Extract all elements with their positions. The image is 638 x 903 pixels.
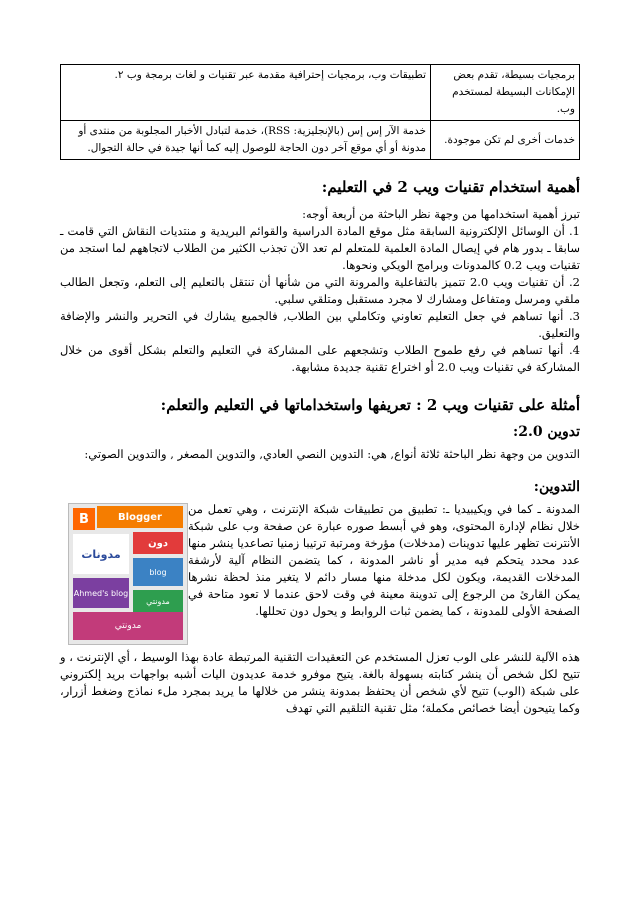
importance-item: 1. أن الوسائل الإلكترونية السابقة مثل موقع المادة الدراسية والقوائم البريدية و منتديات النقاش التي قامت ـ سابقا ـ بدور هام في إيصال المادة العلمية للمتعلم لم تعد الآن تجذب الكثير من الطلاب لاتجاههم لما استجد من تقنيات ويب 0.2 كالمدونات وبرامج الويكي ونحوها. — [60, 224, 580, 272]
blogger-icon: B — [73, 508, 95, 530]
importance-intro: تبرز أهمية استخدامها من وجهة نظر الباحثة من أربعة أوجه: — [302, 207, 580, 221]
table-row — [61, 65, 580, 121]
blog-logos-collage-image — [68, 503, 188, 645]
importance-item: 2. أن تقنيات ويب 2.0 تتميز بالتفاعلية والمرونة التي من شأنها أن تنتقل بالتعليم إلى التعلم، وتجعل الطالب ملقي ومرسل ومتفاعل ومشارك لا مجرد مستقبل ومتلقي سلبي. — [60, 275, 580, 306]
blogging-heading: التدوين: — [533, 479, 580, 495]
my-blog-tile: مدونتي — [133, 590, 183, 612]
my-blog-banner: مدونتي — [73, 612, 183, 640]
blogger-logo: Blogger — [97, 506, 183, 528]
blogging-20-heading: تدوين 2.0: — [513, 424, 580, 440]
mudawwanat-logo: مدونات — [73, 534, 129, 574]
importance-heading: أهمية استخدام تقنيات ويب 2 في التعليم: — [321, 178, 580, 196]
table-cell: خدمة الآر إس إس (بالإنجليزية: RSS)، خدمة لتبادل الأخبار المجلوبة من منتدى أو مدونة أو أي موقع آخر دون الحاجة للوصول إليه كما أنها جيدة في حالة التجوال. — [61, 121, 431, 160]
dawwin-logo: دون — [133, 532, 183, 554]
table-row — [61, 121, 580, 160]
importance-item: 3. أنها تساهم في جعل التعليم تعاوني وتكاملي بين الطلاب, فالجميع يشارك في التحرير والنشر والإضافة والتعليق. — [60, 309, 580, 340]
table-cell: برمجيات بسيطة، تقدم بعض الإمكانات البسيطة لمستخدم وب. — [431, 65, 580, 121]
document-page — [60, 64, 580, 717]
blog-definition-paragraph: المدونة ـ كما في ويكيبيديا ـ: تطبيق من تطبيقات شبكة الإنترنت ، وهي تعمل من خلال نظام لإدارة المحتوى، وهو في أبسط صوره عبارة عن صفحة وب على شبكة الأنترنت تظهر عليها تدوينات (مدخلات) مؤرخة ومرتبة ترتيبا زمنيا تصاعديا ينشر منها عدد محدد يتحكم فيه مدير أو ناشر المدونة ، كما يتضمن النظام آلية لأرشفة المدخلات القديمة، ويكون لكل مدخلة منها مسار دائم لا يتغير منذ لحظة نشرها يمكن القارئ من الرجوع إلى تدوينة معينة في وقت لاحق عندما لا تعود متاحة في الصفحة الأولى للمدونة ، كما يضمن ثبات الروابط و يحول دون تحللها. — [188, 502, 580, 618]
examples-heading: أمثلة على تقنيات ويب 2 : تعريفها واستخداماتها في التعليم والتعلم: — [160, 396, 580, 414]
blog-tile: blog — [133, 558, 183, 586]
blogging-types-paragraph: التدوين من وجهة نظر الباحثة ثلاثة أنواع, هي: التدوين النصي العادي, والتدوين المصغر , والتدوين الصوتي: — [84, 447, 580, 461]
comparison-table — [60, 64, 580, 160]
blogging-section — [60, 501, 580, 649]
table-cell: تطبيقات وب، برمجيات إحترافية مقدمة عبر تقنيات و لغات برمجة وب ٢. — [61, 65, 431, 121]
importance-item: 4. أنها تساهم في رفع طموح الطلاب وتشجعهم على المشاركة في التعليم والتعلم بشكل أقوى من خلال المشاركة في تقنيات ويب 2.0 أو اختراع تقنية جديدة مشابهة. — [60, 343, 580, 374]
blog-mechanism-paragraph: هذه الآلية للنشر على الوب تعزل المستخدم عن التعقيدات التقنية المرتبطة عادة بهذا الوسيط ، أي الإنترنت ، و تتيح لكل شخص أن ينشر كتابته بسهولة بالغة. يتيح موفرو خدمة عديدون اليات أشبه بواجهات بريد إلكتروني على شبكة (الوب) تتيح لأي شخص أن يحتفظ بمدونة ينشر من خلالها ما يريد بمجرد ملء نماذج وضغط أزرار، وكما يتيحون أيضا خصائص مكملة؛ مثل تقنية التلقيم التي تهدف — [60, 650, 580, 715]
personal-blog-tile: Ahmed's blog — [73, 578, 129, 608]
table-cell: خدمات أخرى لم تكن موجودة. — [431, 121, 580, 160]
